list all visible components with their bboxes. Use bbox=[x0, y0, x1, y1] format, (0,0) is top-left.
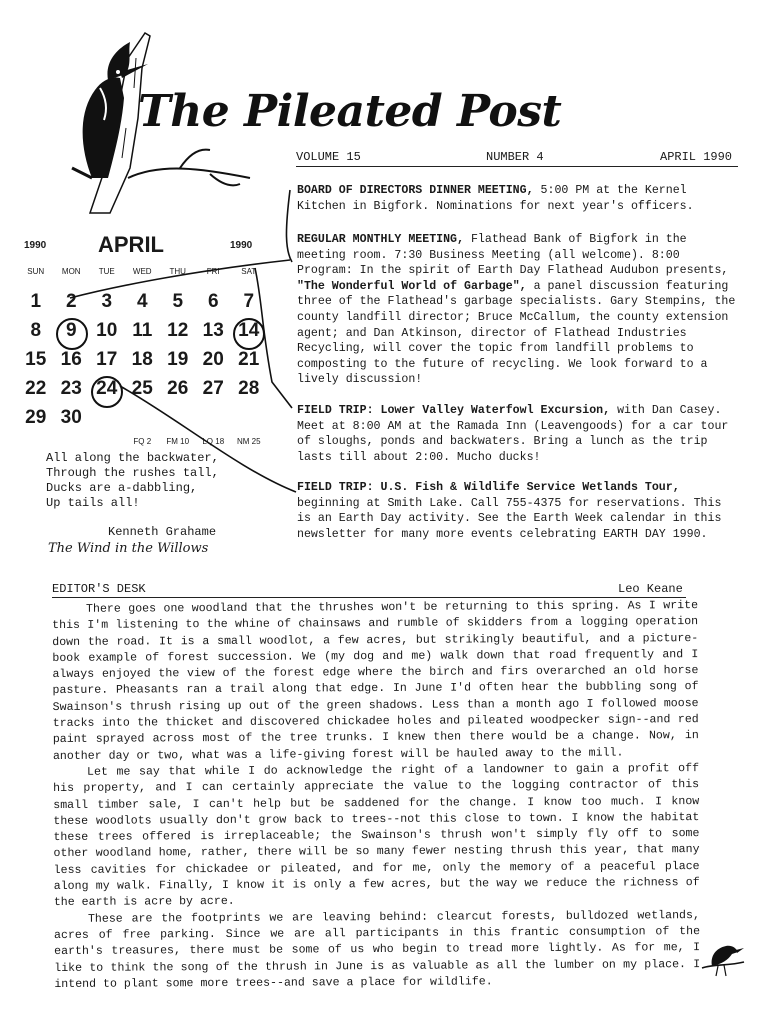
event-title: BOARD OF DIRECTORS DINNER MEETING, bbox=[297, 184, 534, 197]
weekday-label: FRI bbox=[206, 266, 220, 276]
calendar-year-left: 1990 bbox=[24, 240, 47, 251]
moon-phase-text: FM 10 bbox=[166, 436, 190, 446]
issue-date: APRIL 1990 bbox=[660, 150, 733, 164]
weekday-label: SUN bbox=[27, 266, 45, 276]
calendar-day-number: 2 bbox=[65, 290, 77, 312]
moon-phase-text: FQ 2 bbox=[133, 436, 152, 446]
calendar-month: APRIL bbox=[98, 232, 164, 257]
calendar-day-number: 24 bbox=[96, 377, 118, 399]
editor-article bbox=[52, 598, 700, 993]
event-text: Flathead Bank of Bigfork in the meeting room. 7:30 Business Meeting (all welcome). 8:00 Program: In the spirit of Earth Day Flathead Audubon presents, bbox=[297, 233, 729, 278]
calendar-day-number: 20 bbox=[202, 348, 224, 370]
calendar-day-number: 9 bbox=[65, 319, 77, 341]
calendar-day-number: 7 bbox=[243, 290, 255, 312]
moon-phase-text: LQ 18 bbox=[202, 436, 225, 446]
event-text: with Dan Casey. Meet at 8:00 AM at the Ramada Inn (Leavengoods) for a car tour of sloughs, ponds and backwaters. Bring a lunch as the trip lasts till about 2:00. Mucho ducks! bbox=[297, 404, 729, 464]
poem-line: Up tails all! bbox=[46, 496, 140, 510]
calendar-day-number: 5 bbox=[172, 290, 184, 312]
article-paragraph: Let me say that while I do acknowledge the right of a landowner to gain a profit off his property, and I can certainly appreciate the value to the logging contractor of this small timber sale, I can't help but be saddened for the change. I know too much. I know these woodlots usually don't grow back to trees--not this close to town. I know the habitat these trees offered is irreplaceable; the Swainson's thrush won't simply fly off to some other woodland home, rather, there will be so many fewer nesting thrush this year, that many less cavities for chickadee or pileated, and for me, only the memory of a peaceful place along my walk. Finally, I know it is only a few acres, but the way we reduce the richness of the earth is acre by acre. bbox=[53, 762, 700, 910]
event-text: beginning at Smith Lake. Call 755-4375 for reservations. This is an Earth Day activity. See the Earth Week calendar in this newsletter for many more events celebrating EARTH DAY 1990. bbox=[297, 496, 722, 541]
calendar-day-number: 15 bbox=[25, 348, 47, 370]
calendar-day-number: 11 bbox=[132, 319, 153, 341]
calendar-day-number: 29 bbox=[25, 406, 47, 428]
event-title: FIELD TRIP: U.S. Fish & Wildlife Service Wetlands Tour, bbox=[297, 481, 680, 494]
small-bird-icon bbox=[698, 938, 746, 980]
calendar-day-number: 27 bbox=[202, 377, 224, 399]
event-program-title: "The Wonderful World of Garbage", bbox=[297, 279, 527, 293]
calendar-day-number: 12 bbox=[167, 319, 189, 341]
weekday-label: THU bbox=[169, 266, 186, 276]
calendar-day-number: 17 bbox=[96, 348, 118, 370]
calendar-day-number: 14 bbox=[238, 319, 260, 341]
calendar-day-number: 28 bbox=[238, 377, 260, 399]
event-text: 5:00 PM at the Kernel Kitchen in Bigfork. Nominations for next year's officers. bbox=[297, 184, 694, 213]
editor-author: Leo Keane bbox=[618, 582, 683, 596]
calendar-day-number: 3 bbox=[101, 290, 113, 312]
calendar-day-number: 30 bbox=[60, 406, 82, 428]
poem-author: Kenneth Grahame bbox=[108, 525, 217, 539]
connector-line-board bbox=[286, 190, 292, 262]
moon-phase-text: NM 25 bbox=[236, 436, 261, 446]
number-label: NUMBER 4 bbox=[486, 150, 544, 164]
calendar-day-number: 13 bbox=[202, 319, 224, 341]
calendar-day-number: 18 bbox=[131, 348, 153, 370]
calendar-year-right: 1990 bbox=[230, 240, 253, 251]
calendar-day-number: 6 bbox=[207, 290, 219, 312]
calendar-day-number: 21 bbox=[238, 348, 260, 370]
event-program-text: a panel discussion featuring three of the Flathead's garbage specialists. Gary Stempins, the county landfill director; Bruce McCallum, the county extension agent; and Dan Atkinson, director of Flathead Industries Recycling, will cover the topic from landfill problems to composting to the future of recycling. We look forward to a lively discussion! bbox=[297, 279, 736, 387]
volume-label: VOLUME 15 bbox=[296, 150, 361, 164]
weekday-label: SAT bbox=[241, 266, 257, 276]
calendar-day-number: 16 bbox=[60, 348, 82, 370]
newsletter-title: The Pileated Post bbox=[138, 86, 562, 137]
poem-line: Ducks are a-dabbling, bbox=[46, 481, 198, 495]
weekday-label: MON bbox=[61, 266, 81, 276]
calendar-day-number: 4 bbox=[136, 290, 148, 312]
editor-heading: EDITOR'S DESK bbox=[52, 582, 146, 596]
connector-line-waterfowl bbox=[255, 268, 292, 408]
poem bbox=[46, 451, 219, 511]
weekday-label: TUE bbox=[98, 266, 115, 276]
calendar-day-number: 23 bbox=[60, 377, 82, 399]
article-paragraph: There goes one woodland that the thrushes won't be returning to this spring. As I write this I'm listening to the whine of chainsaws and rumble of skidders from a logging operation down the road. It is a small woodlot, a few acres, but strikingly beautiful, and a picture-book example of forest succession. We (my dog and me) walk down that road frequently and I always enjoyed the view of the forest edge where the birch and firs overarched an old horse pasture. Pheasants ran a trail along that edge. In June I'd often hear the bubbling song of Swainson's thrush rising up out of the green shadows. Less than a month ago I followed moose tracks into the thicket and discovered chickadee holes and pileated woodpecker sign--and red paint sprayed across most of the tree trunks. I knew then there would be a change. Now, in another day or two, what was a life-giving forest will be hauled away to the mill. bbox=[52, 599, 699, 763]
poem-line: Through the rushes tall, bbox=[46, 466, 219, 480]
calendar-day-number: 22 bbox=[25, 377, 47, 399]
calendar-day-number: 26 bbox=[167, 377, 189, 399]
event-title: FIELD TRIP: Lower Valley Waterfowl Excursion, bbox=[297, 404, 611, 417]
calendar-day-number: 25 bbox=[131, 377, 153, 399]
weekday-label: WED bbox=[132, 266, 152, 276]
calendar-day-number: 19 bbox=[167, 348, 189, 370]
event-title: REGULAR MONTHLY MEETING, bbox=[297, 233, 464, 246]
poem-line: All along the backwater, bbox=[46, 451, 219, 465]
editor-heading-bar bbox=[52, 582, 686, 598]
calendar-day-number: 1 bbox=[30, 290, 42, 312]
article-paragraph: These are the footprints we are leaving behind: clearcut forests, bulldozed wetlands, acres of free parking. Since we are all participants in this frantic consumption of the earth's treasures, there must be some of us who begin to tread more lightly. As for me, I like to think the song of the thrush in June is as valuable as all the lumber on my place. I intend to plant some more trees--and save a place for wildlife. bbox=[53, 908, 701, 991]
calendar-day-number: 10 bbox=[96, 319, 118, 341]
calendar-day-number: 8 bbox=[30, 319, 42, 341]
poem-source: The Wind in the Willows bbox=[48, 541, 209, 556]
